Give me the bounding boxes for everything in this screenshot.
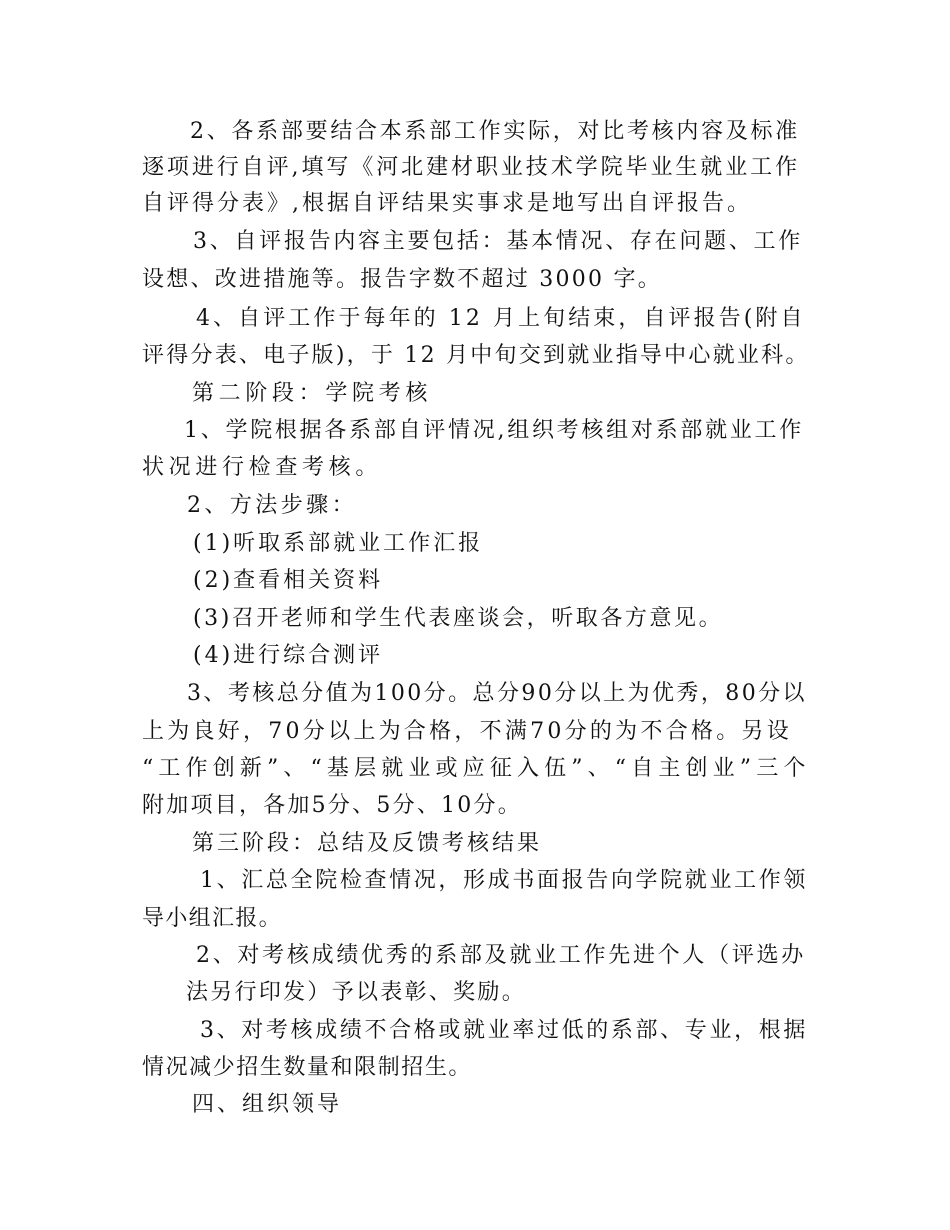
paragraph-line: 逐项进行自评,填写《河北建材职业技术学院毕业生就业工作 (142, 155, 800, 180)
paragraph-line: 法另行印发）予以表彰、奖励。 (186, 980, 527, 1005)
paragraph-line: 3、考核总分值为100分。总分90分以上为优秀，80分以 (187, 681, 807, 706)
paragraph-line: 2、对考核成绩优秀的系部及就业工作先进个人（评选办 (196, 943, 806, 968)
paragraph-line: 1、汇总全院检查情况，形成书面报告向学院就业工作领 (200, 868, 808, 893)
paragraph-line: 2、方法步骤： (187, 493, 357, 518)
paragraph-line: 3、对考核成绩不合格或就业率过低的系部、专业，根据 (200, 1018, 808, 1043)
paragraph-line: 导小组汇报。 (142, 906, 283, 931)
paragraph-line: 评得分表、电子版)，于 12 月中旬交到就业指导中心就业科。 (142, 343, 810, 368)
paragraph-line: 2、各系部要结合本系部工作实际，对比考核内容及标准 (190, 119, 800, 144)
paragraph-line: 设想、改进措施等。报告字数不超过 3000 字。 (142, 267, 662, 292)
list-item: (1)听取系部就业工作汇报 (193, 531, 484, 556)
list-item: (2)查看相关资料 (193, 568, 384, 593)
paragraph-line: “工作创新”、“基层就业或应征入伍”、“自主创业”三个 (142, 756, 811, 781)
paragraph-line: 4、自评工作于每年的 12 月上旬结束，自评报告(附自 (196, 306, 806, 331)
paragraph-line: 1、学院根据各系部自评情况,组织考核组对系部就业工作 (184, 418, 804, 443)
paragraph-line: 附加项目，各加5分、5分、10分。 (142, 793, 522, 818)
paragraph-line: 情况减少招生数量和限制招生。 (142, 1055, 473, 1080)
section-heading: 四、组织领导 (192, 1092, 343, 1117)
paragraph-line: 状况进行检查考核。 (142, 455, 383, 480)
paragraph-line: 3、自评报告内容主要包括：基本情况、存在问题、工作 (193, 229, 803, 254)
section-heading: 第二阶段：学院考核 (192, 381, 433, 406)
section-heading: 第三阶段：总结及反馈考核结果 (192, 831, 543, 856)
list-item: (4)进行综合测评 (193, 643, 384, 668)
paragraph-line: 自评得分表》,根据自评结果实事求是地写出自评报告。 (142, 191, 752, 216)
paragraph-line: 上为良好，70分以上为合格，不满70分的为不合格。另设 (142, 719, 792, 744)
list-item: (3)召开老师和学生代表座谈会，听取各方意见。 (193, 606, 724, 631)
